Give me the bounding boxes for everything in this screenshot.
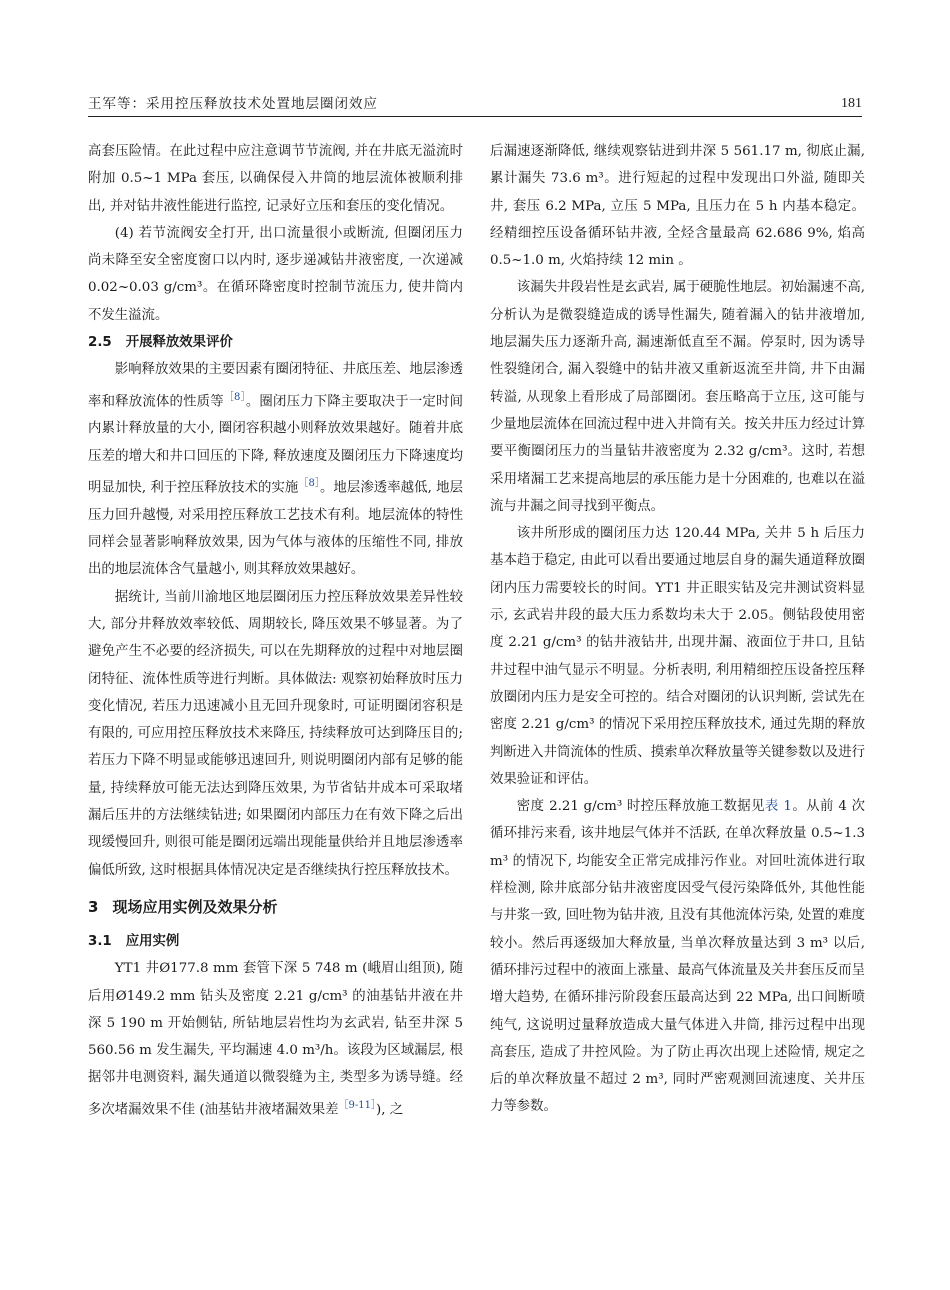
section-title: 应用实例 [125,933,180,949]
paragraph: 高套压险情。在此过程中应注意调节节流阀, 并在井底无溢流时附加 0.5~1 MPa 套压, 以确保侵入井筒的地层流体被顺利排出, 并对钻井液性能进行监控, 记录好立压和套压的变化情况。 [88,144,463,214]
paragraph: 后漏速逐渐降低, 继续观察钻进到井深 5 561.17 m, 彻底止漏, 累计漏失 73.6 m³。进行短起的过程中发现出口外溢, 随即关井, 套压 6.2 MPa, 立压 5 MPa, 且压力在 5 h 内基本稳定。经精细控压设备循环钻井液, 全烃含量最高 62.686 9%, 焰高 0.5~1.0 m, 火焰持续 12 min 。 [490,144,865,269]
running-title: 王军等：采用控压释放技术处置地层圈闭效应 [88,96,378,112]
text-run: 。从前 4 次循环排污来看, 该井地层气体并不活跃, 在单次释放量 0.5~1.3 m³ 的情况下, 均能安全正常完成排污作业。对回吐流体进行取样检测, 除井底部分钻井液密度因受气侵污染降低外, 其他性能与井浆一致, 回吐物为钻井液, 且没有其他流体污染, 处置的难度较小。然后再逐级加大释放量, 当单次释放量达到 3 m³ 以后, 循环排污过程中的液面上涨量、最高气体流量及关井套压反而呈增大趋势, 在循环排污阶段套压最高达到 22 MPa, 出口间断喷纯气, 这说明过量释放造成大量气体进入井筒, 排污过程中出现高套压, 造成了井控风险。为了防止再次出现上述险情, 规定之后的单次释放量不超过 2 m³, 同时严密观测回流速度、关井压力等参数。 [490,799,865,1115]
text-run: 。圈闭压力下降主要取决于一定时间内累计释放量的大小, 圈闭容积越小则释放效果越好。随着井底压差的增大和井口回压的下降, 释放速度及圈闭压力下降速度均明显加快, 利于控压释放技术的实施 [88,394,463,496]
text-run: 密度 2.21 g/cm³ 时控压释放施工数据见 [516,799,765,815]
header-rule [88,116,862,117]
section-title: 现场应用实例及效果分析 [112,897,278,916]
section-number: 2.5 [88,335,112,351]
paragraph: (4) 若节流阀安全打开, 出口流量很小或断流, 但圈闭压力尚未降至安全密度窗口以内时, 逐步递减钻井液密度, 一次递减 0.02~0.03 g/cm³。在循环降密度时控制节流压力, 使井筒内不发生溢流。 [88,225,463,323]
right-column [490,138,865,1121]
left-column [88,138,463,1124]
citation-link[interactable]: ［8］ [298,478,320,490]
paragraph [490,793,865,1121]
text-run: 影响释放效果的主要因素有圈闭特征、井底压差、地层渗透率和释放流体的性质等 [88,362,463,410]
citation-link[interactable]: ［9-11］ [338,1099,376,1111]
paragraph: 该漏失井段岩性是玄武岩, 属于硬脆性地层。初始漏速不高, 分析认为是微裂缝造成的诱导性漏失, 随着漏入的钻井液增加, 地层漏失压力逐渐升高, 漏速渐低直至不漏。停泵时, 因为诱导性裂缝闭合, 漏入裂缝中的钻井液又重新返流至井筒, 井下由漏转溢, 从现象上看形成了局部圈闭。套压略高于立压, 这可能与少量地层流体在回流过程中进入井筒有关。按关井压力经过计算要平衡圈闭压力的当量钻井液密度为 2.32 g/cm³。这时, 若想采用堵漏工艺来提高地层的承压能力是十分困难的, 也难以在溢流与井漏之间寻找到平衡点。 [490,280,865,514]
paragraph: 该井所形成的圈闭压力达 120.44 MPa, 关井 5 h 后压力基本趋于稳定, 由此可以看出要通过地层自身的漏失通道释放圈闭内压力需要较长的时间。YT1 井正眼实钻及完井测试资料显示, 玄武岩井段的最大压力系数均未大于 2.05。侧钻段使用密度 2.21 g/cm³ 的钻井液钻井, 出现井漏、液面位于井口, 且钻井过程中油气显示不明显。分析表明, 利用精细控压设备控压释放圈闭内压力是安全可控的。结合对圈闭的认识判断, 尝试先在密度 2.21 g/cm³ 的情况下采用控压释放技术, 通过先期的释放判断进入井筒流体的性质、摸索单次释放量等关键参数以及进行效果验证和评估。 [490,526,865,787]
section-number: 3.1 [88,933,112,949]
section-title: 开展释放效果评价 [125,335,233,351]
page-number: 181 [841,96,862,111]
text-run: YT1 井Ø177.8 mm 套管下深 5 748 m (峨眉山组顶), 随后用Ø149.2 mm 钻头及密度 2.21 g/cm³ 的油基钻井液在井深 5 190 m 开始侧钻, 所钻地层岩性均为玄武岩, 钻至井深 5 560.56 m 发生漏失, 平均漏速 4.0 m³/h。该段为区域漏层, 根据邻井电测资料, 漏失通道以微裂缝为主, 类型多为诱导缝。经多次堵漏效果不佳 (油基钻井液堵漏效果差 [88,961,463,1118]
running-header [88,88,862,112]
section-heading-2-5 [88,329,463,356]
citation-link[interactable]: ［8］ [223,391,246,403]
section-heading-3-1 [88,928,463,955]
section-heading-3 [88,892,463,922]
paragraph: 据统计, 当前川渝地区地层圈闭压力控压释放效果差异性较大, 部分井释放效率较低、周期较长, 降压效果不够显著。为了避免产生不必要的经济损失, 可以在先期释放的过程中对地层圈闭特征、流体性质等进行判断。具体做法: 观察初始释放时压力变化情况, 若压力迅速减小且无回升现象时, 可证明圈闭容积是有限的, 可应用控压释放技术来降压, 持续释放可达到降压目的; 若压力下降不明显或能够迅速回升, 则说明圈闭内部有足够的能量, 持续释放可能无法达到降压效果, 为节省钻井成本可采取堵漏后压井的方法继续钻进; 如果圈闭内部压力在有效下降之后出现缓慢回升, 则很可能是圈闭远端出现能量供给并且地层渗透率偏低所致, 这时根据具体情况决定是否继续执行控压释放技术。 [88,589,463,878]
text-run: 。地层渗透率越低, 地层压力回升越慢, 对采用控压释放工艺技术有利。地层流体的特性同样会显著影响释放效果, 因为气体与液体的压缩性不同, 排放出的地层流体含气量越小, 则其释放效果越好。 [88,480,464,578]
section-number: 3 [88,897,99,916]
paragraph [88,356,463,583]
paragraph [88,955,463,1123]
text-run: ), 之 [375,1102,404,1118]
table-reference-link[interactable]: 表 1 [764,799,792,815]
